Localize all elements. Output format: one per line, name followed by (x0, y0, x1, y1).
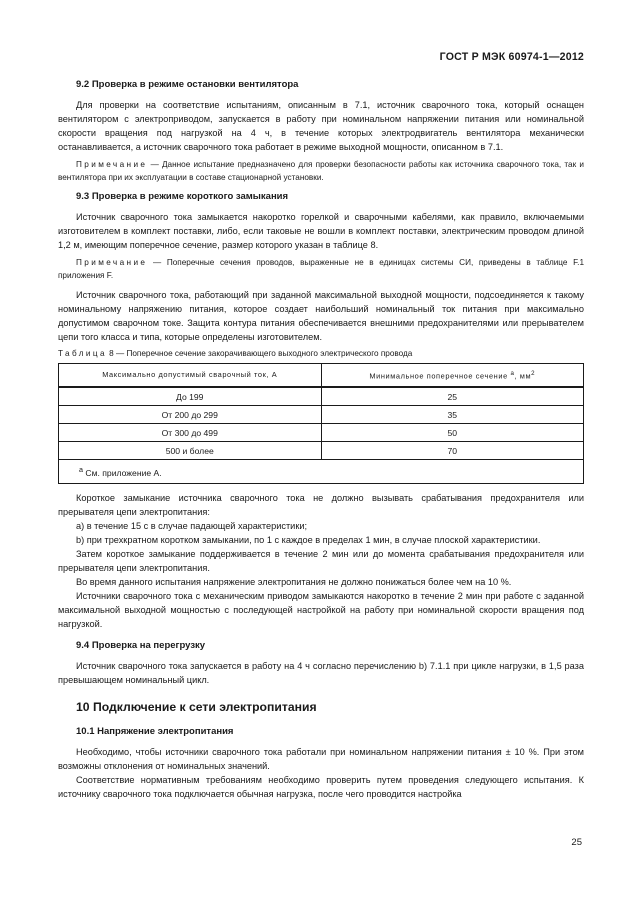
section-9-4-title: 9.4 Проверка на перегрузку (76, 640, 206, 651)
col-header-section (321, 364, 584, 388)
standard-id: ГОСТ Р МЭК 60974-1—2012 (439, 51, 584, 63)
cell-current: До 199 (59, 387, 322, 406)
table-caption-text: 8 — Поперечное сечение закорачивающего выходного электрического провода (106, 349, 413, 358)
voltage-drop-paragraph: Во время данного испытания напряжение электропитания не должно понижаться более чем на 10 %. (76, 577, 512, 587)
cell-current: От 300 до 499 (59, 424, 322, 442)
cell-section: 35 (321, 406, 584, 424)
page-number: 25 (571, 837, 582, 848)
col-header-footnote-mark: a (510, 369, 515, 377)
list-item-b: b) при трехкратном коротком замыкании, по 1 с каждое в пределах 1 мин, в случае плоской характеристики. (76, 535, 541, 545)
list-item-a: a) в течение 15 с в случае падающей характеристики; (76, 521, 308, 531)
table-footnote (59, 460, 584, 484)
col-header-unit-exponent: 2 (531, 369, 536, 377)
short-circuit-paragraph: Короткое замыкание источника сварочного тока не должно вызывать срабатывания предохранителя или прерывателя цепи электропитания: (58, 493, 584, 517)
section-10-title: 10 Подключение к сети электропитания (76, 700, 317, 714)
section-10-1-title: 10.1 Напряжение электропитания (76, 726, 234, 737)
section-9-4-paragraph: Источник сварочного тока запускается в работу на 4 ч согласно перечислению b) 7.1.1 при цикле нагрузки, в 1,5 раза превышающем номинальный цикл. (58, 661, 584, 685)
col-header-section-label: Минимальное поперечное сечение (369, 371, 511, 381)
col-header-current: Максимально допустимый сварочный ток, А (59, 364, 322, 388)
table-8-caption (58, 348, 584, 360)
col-header-section-unit: , мм (514, 371, 532, 381)
table-caption-label: Таблица (58, 349, 107, 358)
cell-section: 25 (321, 387, 584, 406)
section-9-3-title: 9.3 Проверка в режиме короткого замыкания (76, 191, 289, 202)
cell-section: 70 (321, 442, 584, 460)
cell-current: От 200 до 299 (59, 406, 322, 424)
note-text: — Данное испытание предназначено для проверки безопасности работы как источника сварочного тока, так и вентилятора при их эксплуатации в составе стационарной установки. (58, 160, 584, 182)
cell-section: 50 (321, 424, 584, 442)
short-circuit-duration-paragraph: Затем короткое замыкание поддерживается в течение 2 мин или до момента срабатывания предохранителя или прерывателя цепи электропитания. (58, 549, 584, 573)
table-row (59, 387, 584, 406)
mechanical-drive-paragraph: Источники сварочного тока с механическим приводом замыкаются накоротко в течение 2 мин при работе с заданной максимальной выходной мощностью с последующей настройкой на работу при номинальной скорости вращения под нагрузкой. (58, 591, 584, 629)
table-8 (58, 363, 584, 484)
note-label: Примечание (76, 160, 148, 169)
section-10-1-paragraph-2: Соответствие нормативным требованиям необходимо проверить путем проведения следующего испытания. К источнику сварочного тока подключается обычная нагрузка, после чего проводится настройка (58, 775, 584, 799)
section-9-2-note (58, 158, 584, 184)
section-9-3-paragraph-2: Источник сварочного тока, работающий при заданной максимальной выходной мощности, подсоединяется к такому номинальному напряжению питания, которое создает наибольший номинальный ток питания при максимально допустимом сварочном токе. Защита контура питания обеспечивается внешними предохранителями или прерывателем цепи того класса и типа, которые определены изготовителем. (58, 290, 584, 342)
section-9-2-title: 9.2 Проверка в режиме остановки вентилятора (76, 79, 299, 90)
table-row (59, 442, 584, 460)
section-9-3-paragraph-1: Источник сварочного тока замыкается накоротко горелкой и сварочными кабелями, как правило, включаемыми изготовителем в комплект поставки, либо, если таковые не вошли в комплект поставки, электрическим проводом длиной 1,2 м, имеющим поперечное сечение, размер которого указан в таблице 8. (58, 212, 584, 250)
table-header-row (59, 364, 584, 388)
note-text: — Поперечные сечения проводов, выраженные не в единицах системы СИ, приведены в таблице F.1 приложения F. (58, 258, 584, 280)
table-row (59, 406, 584, 424)
section-9-3-note (58, 256, 584, 282)
section-10-1-paragraph-1: Необходимо, чтобы источники сварочного тока работали при номинальном напряжении питания ± 10 %. При этом возможны отклонения от номинальных значений. (58, 747, 584, 771)
table-footnote-row (59, 460, 584, 484)
cell-current: 500 и более (59, 442, 322, 460)
note-label: Примечание (76, 258, 148, 267)
footnote-mark: a (79, 466, 83, 475)
table-row (59, 424, 584, 442)
section-9-2-paragraph: Для проверки на соответствие испытаниям, описанным в 7.1, источник сварочного тока, который оснащен вентилятором с электроприводом, запускается в работу при номинальном напряжении питания или номинальной скорости вращения под нагрузкой на 4 ч, в течение которых электродвигатель вентилятора механически останавливается, а источник сварочного тока работает в режиме выходной мощности, описанном в 7.1. (58, 100, 584, 152)
footnote-text: См. приложение А. (82, 467, 162, 478)
